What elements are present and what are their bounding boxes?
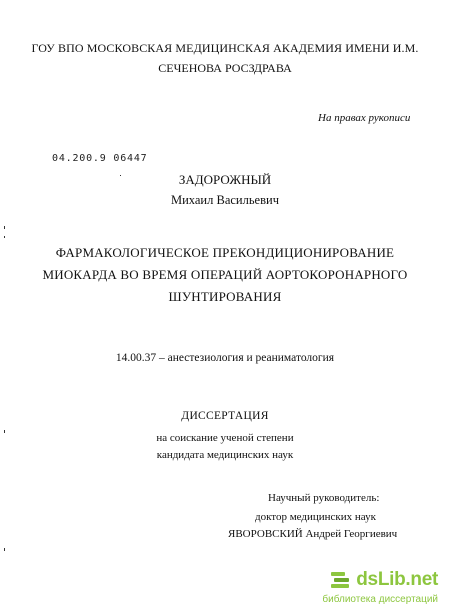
author-surname: ЗАДОРОЖНЫЙ <box>178 172 272 187</box>
degree-seeking-line-2: кандидата медицинских наук <box>156 449 294 461</box>
scan-speck <box>4 236 5 238</box>
rights-note: На правах рукописи <box>318 112 411 124</box>
registration-stamp: 04.200.9 06447 <box>52 153 148 164</box>
institution-line-2: СЕЧЕНОВА РОСЗДРАВА <box>158 61 292 75</box>
thesis-title-line-3: ШУНТИРОВАНИЯ <box>168 289 282 304</box>
supervisor-degree: доктор медицинских наук <box>255 511 376 523</box>
scan-speck <box>4 226 5 229</box>
thesis-title-line-2: МИОКАРДА ВО ВРЕМЯ ОПЕРАЦИЙ АОРТОКОРОНАРНОГО <box>42 267 408 282</box>
watermark-logo-row <box>329 569 438 591</box>
dissertation-label: ДИССЕРТАЦИЯ <box>181 410 269 422</box>
watermark-name: dsLib.net <box>356 569 438 590</box>
scan-speck <box>4 548 5 551</box>
supervisor-name: ЯВОРОВСКИЙ Андрей Георгиевич <box>228 528 398 540</box>
dslib-watermark <box>304 569 444 609</box>
scan-speck <box>4 430 5 433</box>
watermark-subtitle: библиотека диссертаций <box>322 594 438 605</box>
institution-line-1: ГОУ ВПО МОСКОВСКАЯ МЕДИЦИНСКАЯ АКАДЕМИЯ ИМЕНИ И.М. <box>31 41 419 55</box>
specialty-code: 14.00.37 – анестезиология и реаниматология <box>115 352 335 364</box>
degree-seeking-line-1: на соискание ученой степени <box>156 432 294 444</box>
author-name: Михаил Васильевич <box>171 193 279 207</box>
scan-speck <box>120 175 121 176</box>
thesis-title-line-1: ФАРМАКОЛОГИЧЕСКОЕ ПРЕКОНДИЦИОНИРОВАНИЕ <box>55 245 395 260</box>
supervisor-label: Научный руководитель: <box>268 492 380 504</box>
book-stack-icon <box>329 569 353 591</box>
